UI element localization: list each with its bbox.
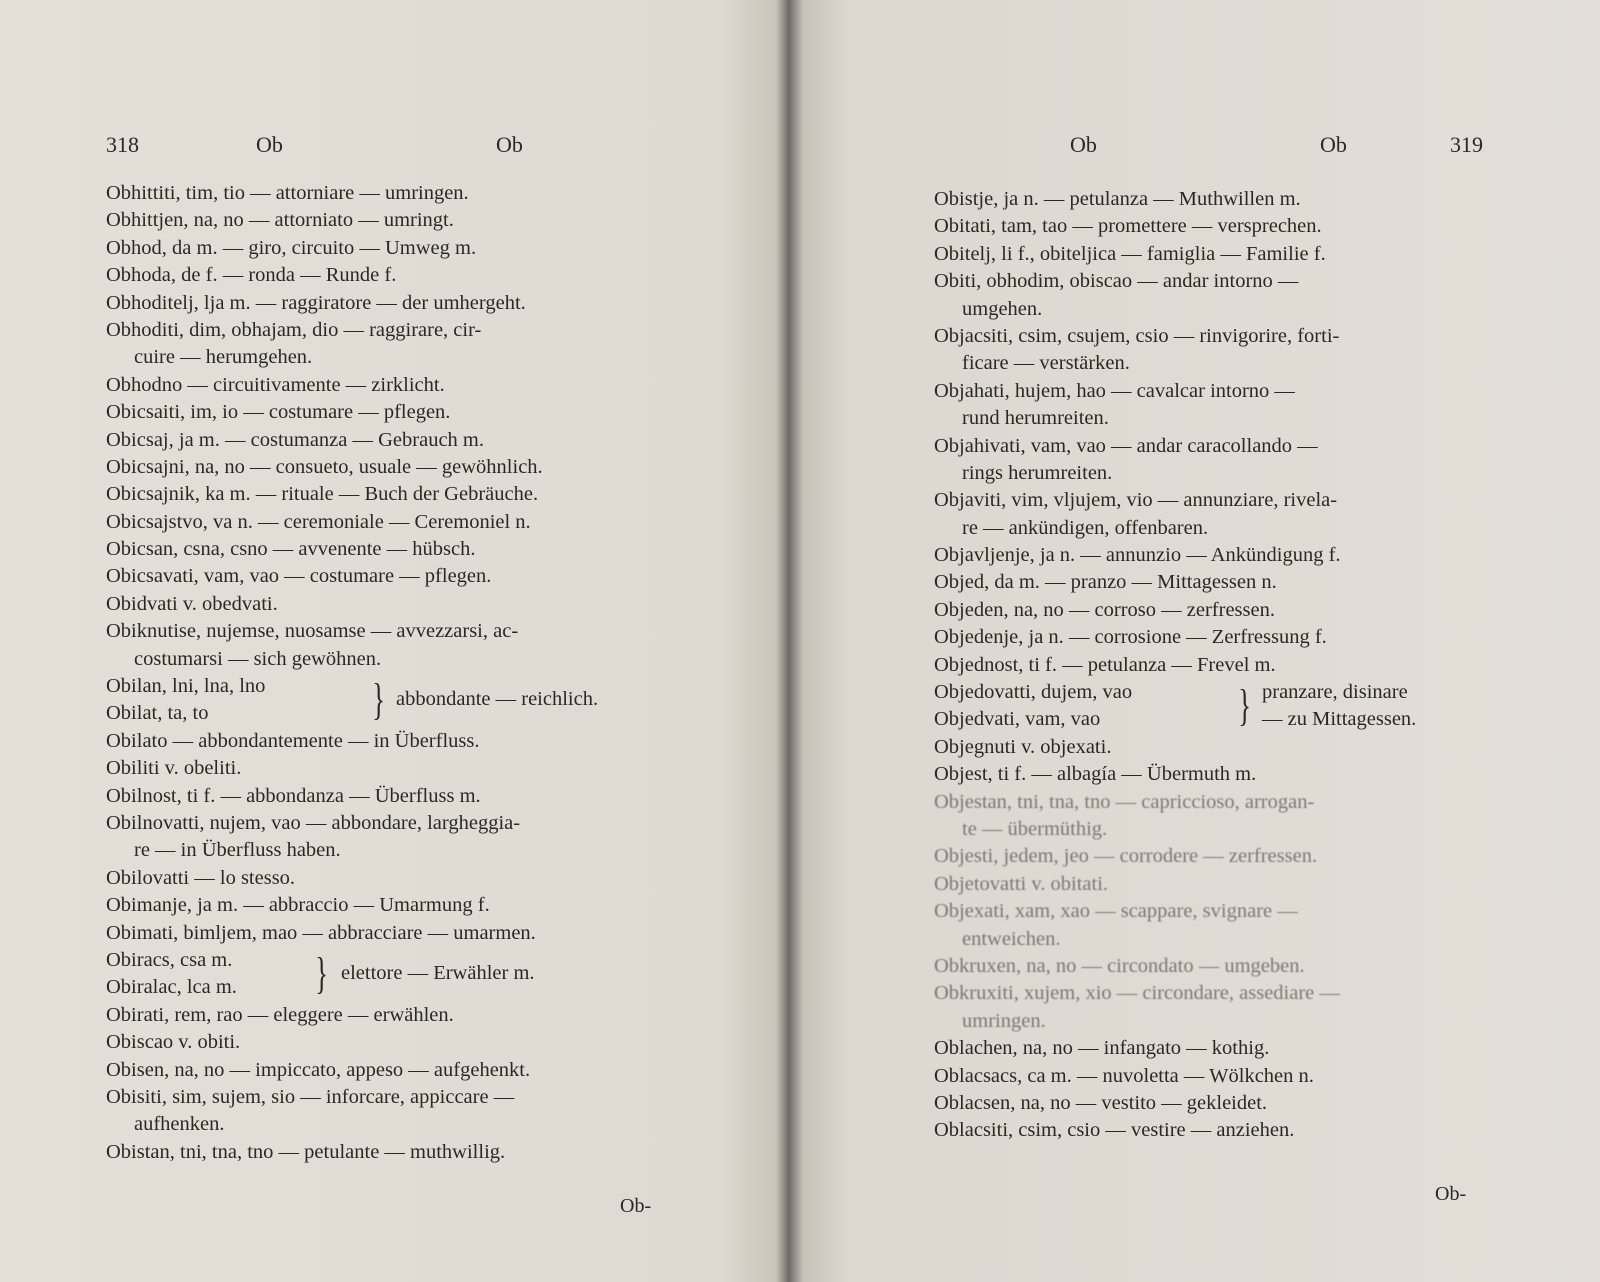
left-page bbox=[0, 0, 790, 1282]
entry-line: Obilnovatti, nujem, vao — abbondare, largheggia- bbox=[106, 812, 521, 834]
entry-line: Oblacsacs, ca m. — nuvoletta — Wölkchen n. bbox=[934, 1064, 1314, 1087]
brace-glyph: } bbox=[1238, 681, 1251, 731]
entry-continuation: entweichen. bbox=[962, 927, 1061, 950]
entry-line: Obiliti v. obeliti. bbox=[106, 757, 242, 780]
entry-line: Objeden, na, no — corroso — zerfressen. bbox=[934, 598, 1275, 621]
entry-continuation: rings herumreiten. bbox=[962, 461, 1113, 484]
entry-line: Obicsajni, na, no — consueto, usuale — gewöhnlich. bbox=[106, 455, 543, 478]
entry-line: Obhodno — circuitivamente — zirklicht. bbox=[106, 373, 445, 396]
entry-line: Objetovatti v. obitati. bbox=[934, 872, 1109, 895]
brace-line: Objedvati, vam, vao bbox=[934, 708, 1101, 731]
faded-print-block bbox=[934, 789, 1534, 1036]
entry-line: Obicsaj, ja m. — costumanza — Gebrauch m. bbox=[106, 428, 484, 451]
entry-line: Objestan, tni, tna, tno — capriccioso, arrogan- bbox=[934, 790, 1315, 813]
entry-line: Obimati, bimljem, mao — abbracciare — umarmen. bbox=[106, 921, 536, 944]
entry-line: Obisen, na, no — impiccato, appeso — aufgehenkt. bbox=[106, 1058, 531, 1081]
header-right: Ob bbox=[1320, 132, 1347, 157]
entry-line: Obitelj, li f., obiteljica — famiglia — Familie f. bbox=[934, 242, 1326, 265]
entry-line: Oblacsiti, csim, csio — vestire — anziehen. bbox=[934, 1119, 1295, 1142]
brace-translation: pranzare, disinare bbox=[1262, 681, 1408, 704]
entry-continuation: umringen. bbox=[962, 1009, 1046, 1032]
entry-line: Obicsavati, vam, vao — costumare — pflegen. bbox=[106, 565, 492, 588]
entry-continuation: umgehen. bbox=[962, 297, 1043, 320]
entry-line: Obiknutise, nujemse, nuosamse — avvezzarsi, ac- bbox=[106, 620, 519, 643]
header-left: Ob bbox=[256, 132, 283, 157]
entry-line: Obkruxen, na, no — circondato — umgeben. bbox=[934, 954, 1305, 977]
entry-line: Obitati, tam, tao — promettere — versprechen. bbox=[934, 215, 1322, 238]
entry-continuation: rund herumreiten. bbox=[962, 407, 1109, 430]
entry-line: Obhoditelj, lja m. — raggiratore — der umhergeht. bbox=[106, 291, 526, 314]
entry-line: Obilato — abbondantemente — in Überfluss. bbox=[106, 729, 480, 752]
brace-translation: abbondante — reichlich. bbox=[396, 688, 599, 711]
header-right: Ob bbox=[496, 132, 523, 157]
entry-line: Obhittiti, tim, tio — attorniare — umringen. bbox=[106, 182, 469, 204]
entry-line: Obisiti, sim, sujem, sio — inforcare, appiccare — bbox=[106, 1085, 515, 1108]
brace-entry bbox=[106, 673, 696, 728]
brace-line: Obiralac, lca m. bbox=[106, 976, 237, 999]
entry-line: Obicsajnik, ka m. — rituale — Buch der Gebräuche. bbox=[106, 483, 539, 506]
entry-continuation: re — ankündigen, offenbaren. bbox=[962, 516, 1209, 539]
brace-entry bbox=[106, 947, 696, 1002]
entry-line: Objegnuti v. objexati. bbox=[934, 735, 1112, 758]
left-running-header bbox=[106, 132, 696, 160]
entry-line: Obistje, ja n. — petulanza — Muthwillen m. bbox=[934, 188, 1301, 210]
entry-line: Obidvati v. obedvati. bbox=[106, 592, 278, 615]
entry-line: Obimanje, ja m. — abbraccio — Umarmung f. bbox=[106, 894, 490, 917]
brace-entry bbox=[934, 679, 1534, 734]
brace-line: Obilan, lni, lna, lno bbox=[106, 675, 266, 698]
entry-line: Objednost, ti f. — petulanza — Frevel m. bbox=[934, 653, 1276, 676]
catchword: Ob- bbox=[620, 1195, 652, 1217]
entry-line: Obhoditi, dim, obhajam, dio — raggirare, cir- bbox=[106, 318, 482, 341]
entry-line: Obicsajstvo, va n. — ceremoniale — Ceremoniel n. bbox=[106, 510, 531, 533]
brace-translation: elettore — Erwähler m. bbox=[341, 961, 535, 984]
header-left: Ob bbox=[1070, 132, 1097, 157]
entry-line: Obiscao v. obiti. bbox=[106, 1031, 241, 1054]
entry-continuation: ficare — verstärken. bbox=[962, 352, 1130, 375]
entry-line: Obirati, rem, rao — eleggere — erwählen. bbox=[106, 1003, 454, 1026]
entry-line: Obilnost, ti f. — abbondanza — Überfluss m. bbox=[106, 784, 481, 807]
entry-continuation: re — in Überfluss haben. bbox=[134, 839, 341, 862]
entry-continuation: cuire — herumgehen. bbox=[134, 346, 313, 369]
entry-line: Obkruxiti, xujem, xio — circondare, assediare — bbox=[934, 982, 1340, 1005]
entry-line: Objacsiti, csim, csujem, csio — rinvigorire, forti- bbox=[934, 324, 1340, 347]
entry-continuation: aufhenken. bbox=[134, 1113, 225, 1136]
entry-line: Oblacsen, na, no — vestito — gekleidet. bbox=[934, 1091, 1268, 1114]
brace-line: Obiracs, csa m. bbox=[106, 948, 233, 971]
entry-line: Objedenje, ja n. — corrosione — Zerfressung f. bbox=[934, 626, 1327, 649]
entry-line: Obicsan, csna, csno — avvenente — hübsch. bbox=[106, 538, 476, 561]
entry-line: Objahivati, vam, vao — andar caracollando — bbox=[934, 434, 1318, 457]
right-running-header bbox=[935, 132, 1535, 160]
catchword: Ob- bbox=[1435, 1183, 1467, 1205]
entry-continuation: costumarsi — sich gewöhnen. bbox=[134, 647, 382, 670]
brace-translation: — zu Mittagessen. bbox=[1262, 708, 1417, 731]
page-number: 319 bbox=[1450, 132, 1483, 157]
entry-line: Objavljenje, ja n. — annunzio — Ankündigung f. bbox=[934, 544, 1341, 567]
brace-glyph: } bbox=[372, 675, 385, 725]
entry-continuation: te — übermüthig. bbox=[962, 818, 1108, 840]
entry-line: Oblachen, na, no — infangato — kothig. bbox=[934, 1037, 1270, 1060]
entry-line: Obiti, obhodim, obiscao — andar intorno — bbox=[934, 270, 1299, 293]
left-entries bbox=[106, 180, 696, 1166]
brace-line: Obilat, ta, to bbox=[106, 702, 209, 725]
entry-line: Obilovatti — lo stesso. bbox=[106, 866, 296, 889]
right-entries bbox=[934, 186, 1534, 1145]
entry-line: Obistan, tni, tna, tno — petulante — muthwillig. bbox=[106, 1140, 506, 1163]
entry-line: Objahati, hujem, hao — cavalcar intorno — bbox=[934, 379, 1295, 402]
brace-glyph: } bbox=[315, 948, 328, 998]
entry-line: Obhittjen, na, no — attorniato — umringt. bbox=[106, 209, 454, 232]
entry-line: Objed, da m. — pranzo — Mittagessen n. bbox=[934, 571, 1277, 594]
right-page bbox=[800, 0, 1600, 1282]
entry-line: Objesti, jedem, jeo — corrodere — zerfressen. bbox=[934, 845, 1318, 868]
entry-line: Obicsaiti, im, io — costumare — pflegen. bbox=[106, 401, 451, 424]
page-number: 318 bbox=[106, 132, 139, 157]
entry-line: Objaviti, vim, vljujem, vio — annunziare, rivela- bbox=[934, 489, 1338, 512]
brace-line: Objedovatti, dujem, vao bbox=[934, 681, 1133, 704]
entry-line: Objexati, xam, xao — scappare, svignare — bbox=[934, 900, 1298, 923]
entry-line: Obhoda, de f. — ronda — Runde f. bbox=[106, 264, 397, 287]
entry-line: Objest, ti f. — albagía — Übermuth m. bbox=[934, 763, 1257, 786]
entry-line: Obhod, da m. — giro, circuito — Umweg m. bbox=[106, 236, 477, 259]
